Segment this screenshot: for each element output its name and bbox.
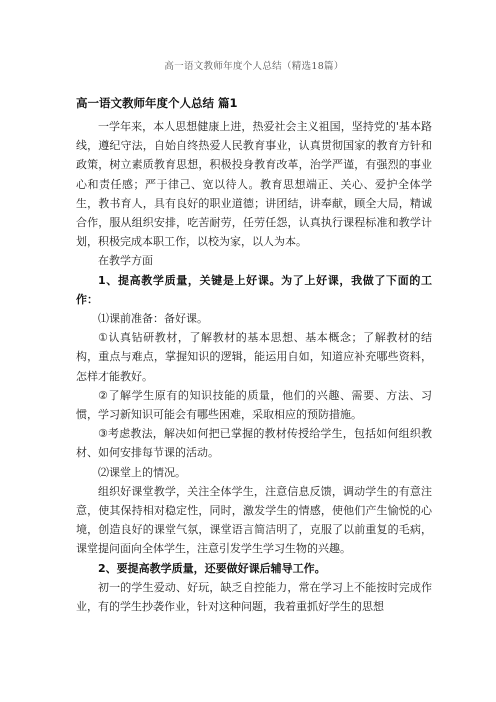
subheading-paragraph: 1、提高教学质量，关键是上好课。为了上好课，我做了下面的工作： [76, 273, 432, 306]
document-header: 高一语文教师年度个人总结（精选18篇） [164, 61, 344, 72]
body-paragraph: 在教学方面 [98, 254, 153, 268]
subheading-paragraph: 2、要提高教学质量，还要做好课后辅导工作。 [98, 561, 326, 575]
body-paragraph: 组织好课堂教学，关注全体学生，注意信息反馈，调动学生的有意注意，使其保持相对稳定性，同时，激发学生的情感，使他们产生愉悦的心境，创造良好的课堂气氛，课堂语言简洁明了，克服了以前重复的毛病，课堂提问面向全体学生，注意引发学生学习生物的兴趣。 [76, 484, 432, 556]
body-paragraph: ③考虑教法，解决如何把已掌握的教材传授给学生，包括如何组织教材、如何安排每节课的活动。 [76, 427, 432, 460]
document-body [76, 117, 432, 616]
body-paragraph: ②了解学生原有的知识技能的质量，他们的兴趣、需要、方法、习惯，学习新知识可能会有哪些困难，采取相应的预防措施。 [76, 388, 432, 422]
body-paragraph: ⑴课前准备：备好课。 [98, 312, 208, 326]
body-paragraph: ①认真钻研教材，了解教材的基本思想、基本概念；了解教材的结构，重点与难点，掌握知识的逻辑，能运用自如，知道应补充哪些资料，怎样才能教好。 [76, 331, 432, 383]
body-paragraph: ⑵课堂上的情况。 [98, 465, 186, 479]
body-paragraph: 初一的学生爱动、好玩，缺乏自控能力，常在学习上不能按时完成作业，有的学生抄袭作业，针对这种问题，我着重抓好学生的思想 [76, 580, 432, 614]
body-paragraph: 一学年来，本人思想健康上进，热爱社会主义祖国，坚持党的'基本路线，遵纪守法，自始自终热爱人民教育事业，认真贯彻国家的教育方针和政策，树立素质教育思想，积极投身教育改革，治学严谨，有强烈的事业心和责任感；严于律己、宽以待人。教育思想端正、关心、爱护全体学生，教书育人，具有良好的职业道德；讲团结，讲奉献，顾全大局，精诚合作，服从组织安排，吃苦耐劳，任劳任怨，认真执行课程标准和教学计划，积极完成本职工作，以校为家，以人为本。 [76, 120, 432, 249]
section-title: 高一语文教师年度个人总结 篇1 [76, 96, 238, 110]
